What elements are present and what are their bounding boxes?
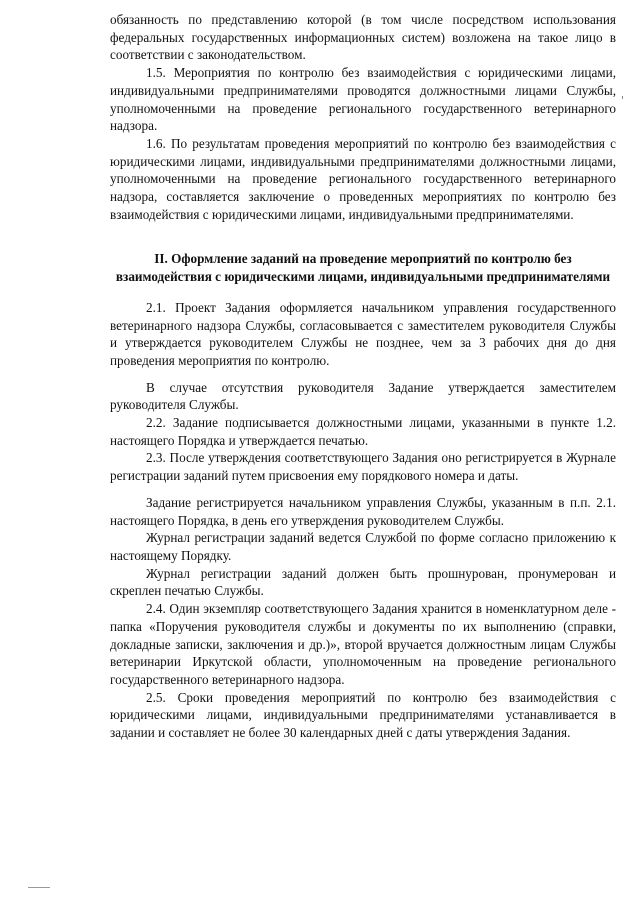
paragraph-2-2: 2.2. Задание подписывается должностными лицами, указанными в пункте 1.2. настоящего Порядка и утверждается печатью. <box>110 415 616 448</box>
paragraph-2-3: 2.3. После утверждения соответствующего Задания оно регистрируется в Журнале регистрации заданий путем присвоения ему порядкового номера и даты. <box>110 450 616 484</box>
paragraph-continuation: обязанность по представлению которой (в том числе посредством использования федеральных государственных информационных систем) возложена на такое лицо в соответствии с законодательством. <box>110 12 616 63</box>
paragraph-1-6: 1.6. По результатам проведения мероприятий по контролю без взаимодействия с юридическими лицами, индивидуальными предпринимателями должностными лицами, уполномоченными на проведение регионального государственного ветеринарного надзора, составляется заключение о проведенных мероприятиях по контролю без взаимодействия с юридическими лицами, индивидуальными предпринимателями. <box>110 135 616 222</box>
footer-line <box>28 887 50 888</box>
document-body <box>110 11 616 742</box>
section-heading: II. Оформление заданий на проведение мероприятий по контролю без взаимодействия с юридическими лицами, индивидуальными предпринимателями <box>115 251 611 285</box>
margin-mark <box>622 96 623 99</box>
paragraph-2-1: 2.1. Проект Задания оформляется начальником управления государственного ветеринарного надзора Службы, согласовывается с заместителем руководителя Службы и утверждается руководителем Службы не позднее, чем за 3 рабочих дня до дня проведения мероприятия по контролю. <box>110 299 616 368</box>
paragraph-2-3-journal-form: Журнал регистрации заданий ведется Службой по форме согласно приложению к настоящему Порядку. <box>110 530 616 563</box>
paragraph-2-5: 2.5. Сроки проведения мероприятий по контролю без взаимодействия с юридическими лицами, индивидуальными предпринимателями устанавливается в задании и составляет не более 30 календарных дней с даты утверждения Задания. <box>110 689 616 741</box>
paragraph-2-1-absence: В случае отсутствия руководителя Задание утверждается заместителем руководителя Службы. <box>110 379 616 413</box>
paragraph-2-3-registration: Задание регистрируется начальником управления Службы, указанным в п.п. 2.1. настоящего Порядка, в день его утверждения руководителем Службы. <box>110 494 616 528</box>
paragraph-1-5: 1.5. Мероприятия по контролю без взаимодействия с юридическими лицами, индивидуальными предпринимателями проводятся должностными лицами Службы, уполномоченными на проведение регионального государственного ветеринарного надзора. <box>110 65 616 134</box>
paragraph-2-3-journal-seal: Журнал регистрации заданий должен быть прошнурован, пронумерован и скреплен печатью Службы. <box>110 565 616 599</box>
paragraph-2-4: 2.4. Один экземпляр соответствующего Задания хранится в номенклатурном деле - папка «Поручения руководителя службы и документы по их выполнению (справки, докладные записки, заключения и др.)», второй вручается должностным лицам Службы ветеринарии Иркутской области, уполномоченным на проведение регионального государственного ветеринарного надзора. <box>110 601 616 687</box>
